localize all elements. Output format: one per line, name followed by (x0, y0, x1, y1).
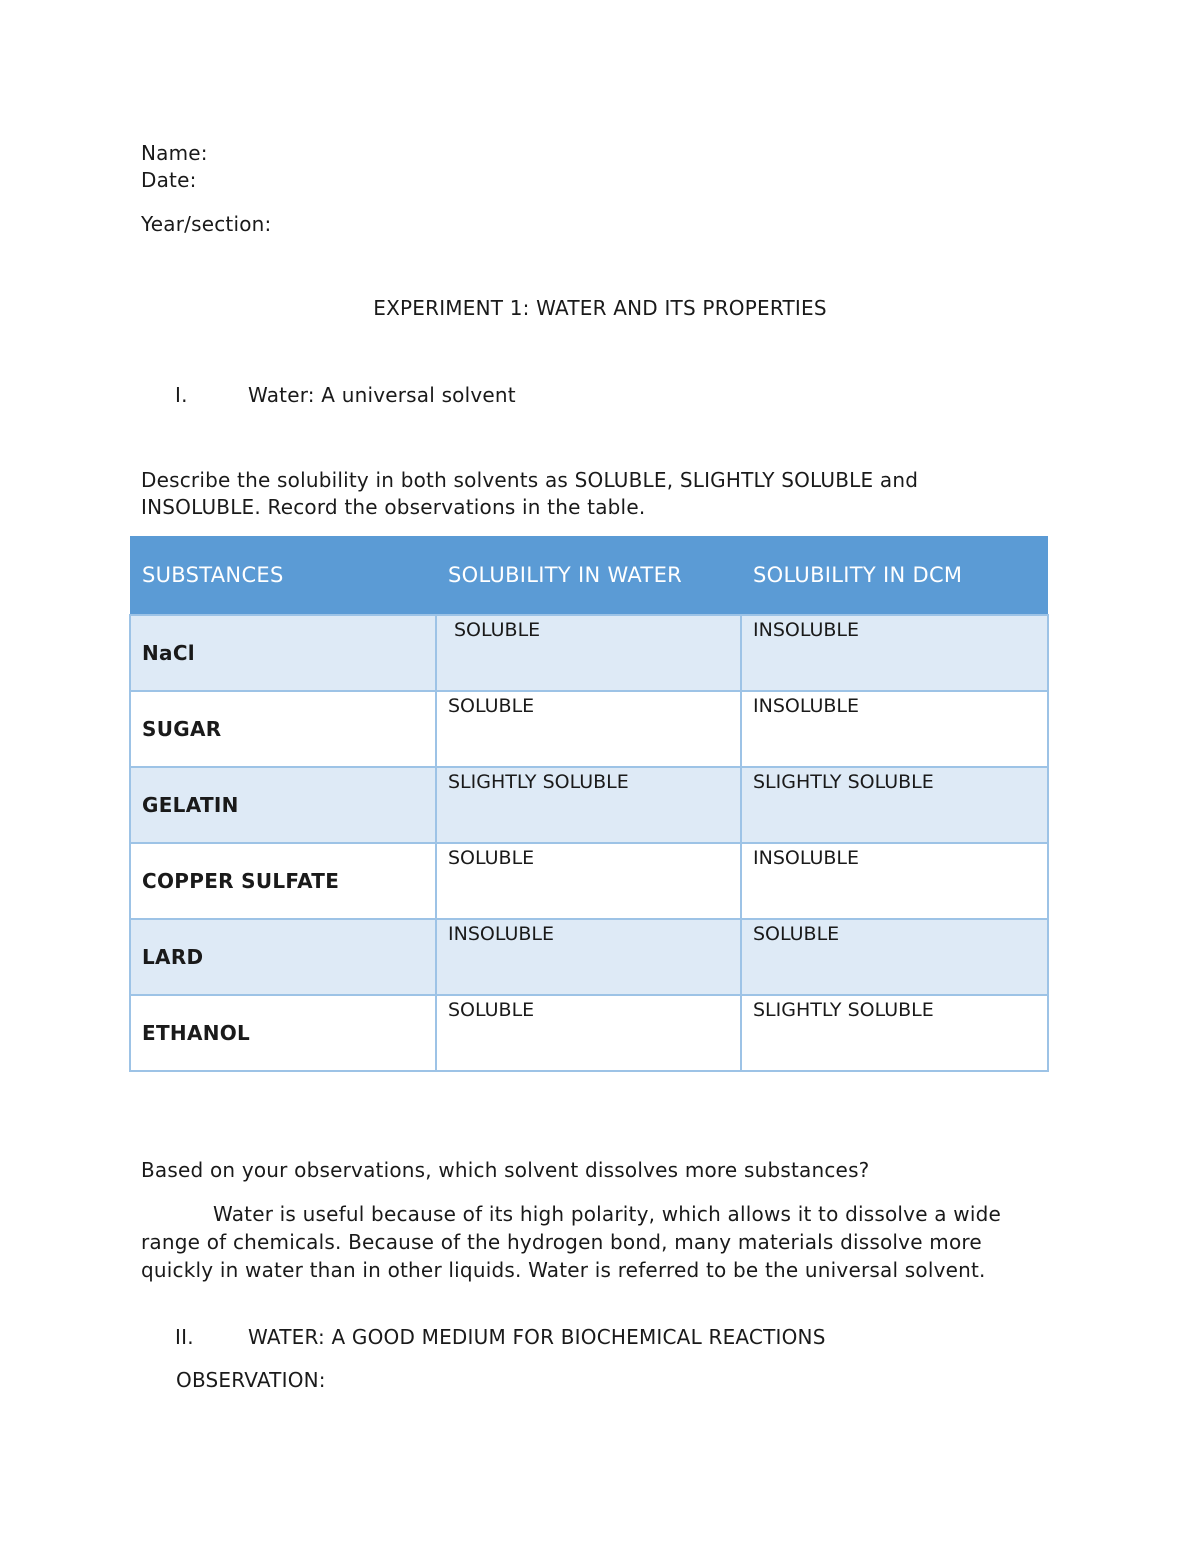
water-solubility-value: INSOLUBLE (448, 923, 555, 945)
dcm-solubility-cell[interactable] (741, 691, 1048, 767)
section-1-number: I. (175, 383, 188, 407)
water-solubility-value: SOLUBLE (448, 847, 535, 869)
table-header-row (130, 536, 1048, 615)
dcm-solubility-value: INSOLUBLE (753, 619, 860, 641)
dcm-solubility-cell[interactable] (741, 843, 1048, 919)
dcm-solubility-cell[interactable] (741, 995, 1048, 1071)
substance-cell: SUGAR (130, 691, 436, 767)
dcm-solubility-value: SLIGHTLY SOLUBLE (753, 771, 934, 793)
solubility-table (129, 536, 1049, 1072)
date-label: Date: (141, 168, 197, 192)
instructions-text: Describe the solubility in both solvents as SOLUBLE, SLIGHTLY SOLUBLE and INSOLUBLE. Record the observations in the table. (141, 468, 919, 519)
water-solubility-value: SOLUBLE (448, 695, 535, 717)
table-row (130, 919, 1048, 995)
header-substances: SUBSTANCES (130, 536, 436, 615)
section-2-title: WATER: A GOOD MEDIUM FOR BIOCHEMICAL REACTIONS (248, 1325, 826, 1349)
answer-text[interactable]: Water is useful because of its high polarity, which allows it to dissolve a wide range of chemicals. Because of the hydrogen bond, many materials dissolve more quickly in water than in other liquids. Water is referred to be the universal solvent. (141, 1202, 1002, 1282)
table-row (130, 843, 1048, 919)
water-solubility-value: SLIGHTLY SOLUBLE (448, 771, 629, 793)
section-1-title: Water: A universal solvent (248, 383, 516, 407)
substance-cell: NaCl (130, 615, 436, 691)
water-solubility-cell[interactable] (436, 767, 741, 843)
substance-cell: LARD (130, 919, 436, 995)
dcm-solubility-cell[interactable] (741, 767, 1048, 843)
substance-cell: ETHANOL (130, 995, 436, 1071)
dcm-solubility-cell[interactable] (741, 615, 1048, 691)
water-solubility-cell[interactable] (436, 691, 741, 767)
table-row (130, 615, 1048, 691)
table-row (130, 691, 1048, 767)
question-text: Based on your observations, which solvent dissolves more substances? (141, 1158, 870, 1182)
dcm-solubility-value: SLIGHTLY SOLUBLE (753, 999, 934, 1021)
dcm-solubility-value: INSOLUBLE (753, 847, 860, 869)
dcm-solubility-cell[interactable] (741, 919, 1048, 995)
substance-cell: COPPER SULFATE (130, 843, 436, 919)
water-solubility-cell[interactable] (436, 843, 741, 919)
header-solubility-water: SOLUBILITY IN WATER (436, 536, 741, 615)
experiment-title: EXPERIMENT 1: WATER AND ITS PROPERTIES (373, 296, 827, 320)
table-row (130, 767, 1048, 843)
header-solubility-dcm: SOLUBILITY IN DCM (741, 536, 1048, 615)
substance-cell: GELATIN (130, 767, 436, 843)
water-solubility-value: SOLUBLE (448, 999, 535, 1021)
year-section-label: Year/section: (141, 212, 272, 236)
observation-label: OBSERVATION: (176, 1368, 326, 1392)
water-solubility-cell[interactable] (436, 919, 741, 995)
section-2-number: II. (175, 1325, 194, 1349)
water-solubility-value: SOLUBLE (454, 619, 541, 641)
dcm-solubility-value: INSOLUBLE (753, 695, 860, 717)
table-row (130, 995, 1048, 1071)
water-solubility-cell[interactable] (436, 995, 741, 1071)
name-label: Name: (141, 141, 208, 165)
water-solubility-cell[interactable] (436, 615, 741, 691)
dcm-solubility-value: SOLUBLE (753, 923, 840, 945)
